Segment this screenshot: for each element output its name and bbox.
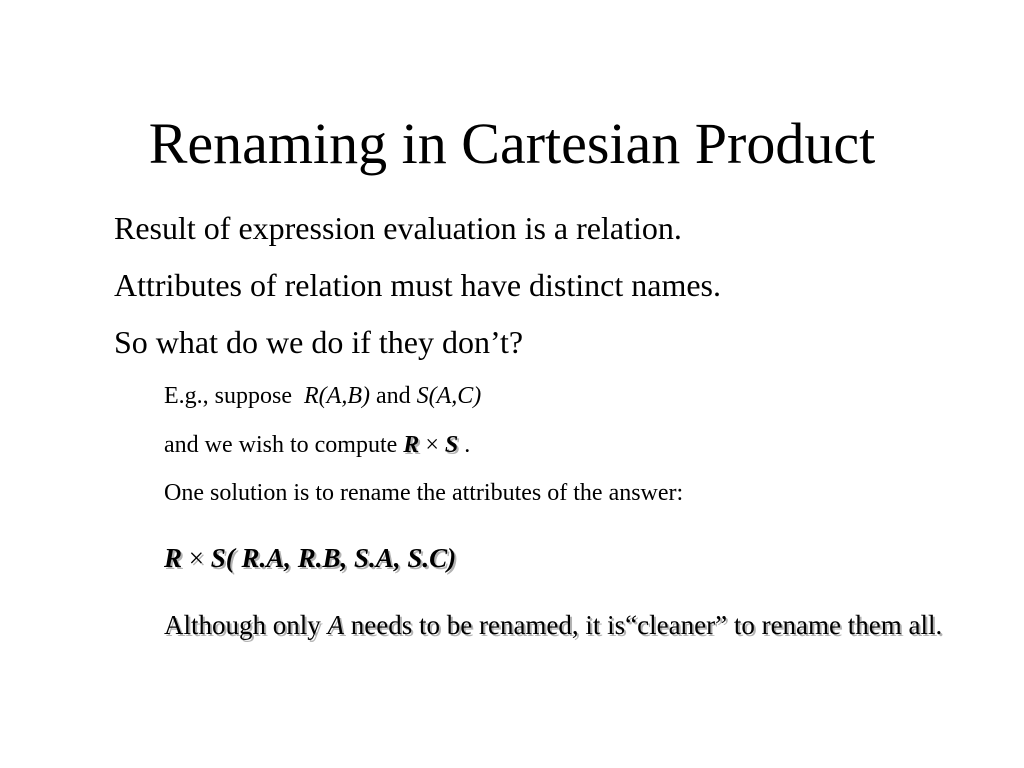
renamed-product-expression xyxy=(164,542,456,574)
times-symbol: × xyxy=(419,432,445,458)
attribute-a: A xyxy=(327,610,345,640)
relation-r-schema: R(A,B) xyxy=(304,383,370,409)
note-pre: Although only xyxy=(164,610,328,640)
relation-r-expr: R xyxy=(164,543,183,573)
sub-example-text: E.g., suppose xyxy=(164,383,304,409)
times-symbol-expr: × xyxy=(182,543,211,573)
period-text: . xyxy=(458,432,471,458)
sub-example-relations xyxy=(164,380,481,412)
relation-s: S xyxy=(444,432,459,458)
sub-compute-product xyxy=(164,429,470,461)
bullet-distinct-names: Attributes of relation must have distinct names. xyxy=(114,267,721,303)
and-text: and xyxy=(369,383,417,409)
renamed-attributes: S( R.A, R.B, S.A, S.C) xyxy=(210,543,457,573)
compute-text: and we wish to compute xyxy=(164,432,404,458)
bullet-what-to-do: So what do we do if they don’t? xyxy=(114,324,524,360)
slide-title: Renaming in Cartesian Product xyxy=(148,111,876,176)
bullet-result-relation: Result of expression evaluation is a relation. xyxy=(114,210,682,246)
sub-rename-solution: One solution is to rename the attributes of the answer: xyxy=(164,480,684,506)
note-post: needs to be renamed, it is“cleaner” to rename them all. xyxy=(344,610,943,640)
relation-s-schema: S(A,C) xyxy=(416,383,482,409)
relation-r: R xyxy=(403,432,420,458)
rename-all-note xyxy=(164,606,956,644)
